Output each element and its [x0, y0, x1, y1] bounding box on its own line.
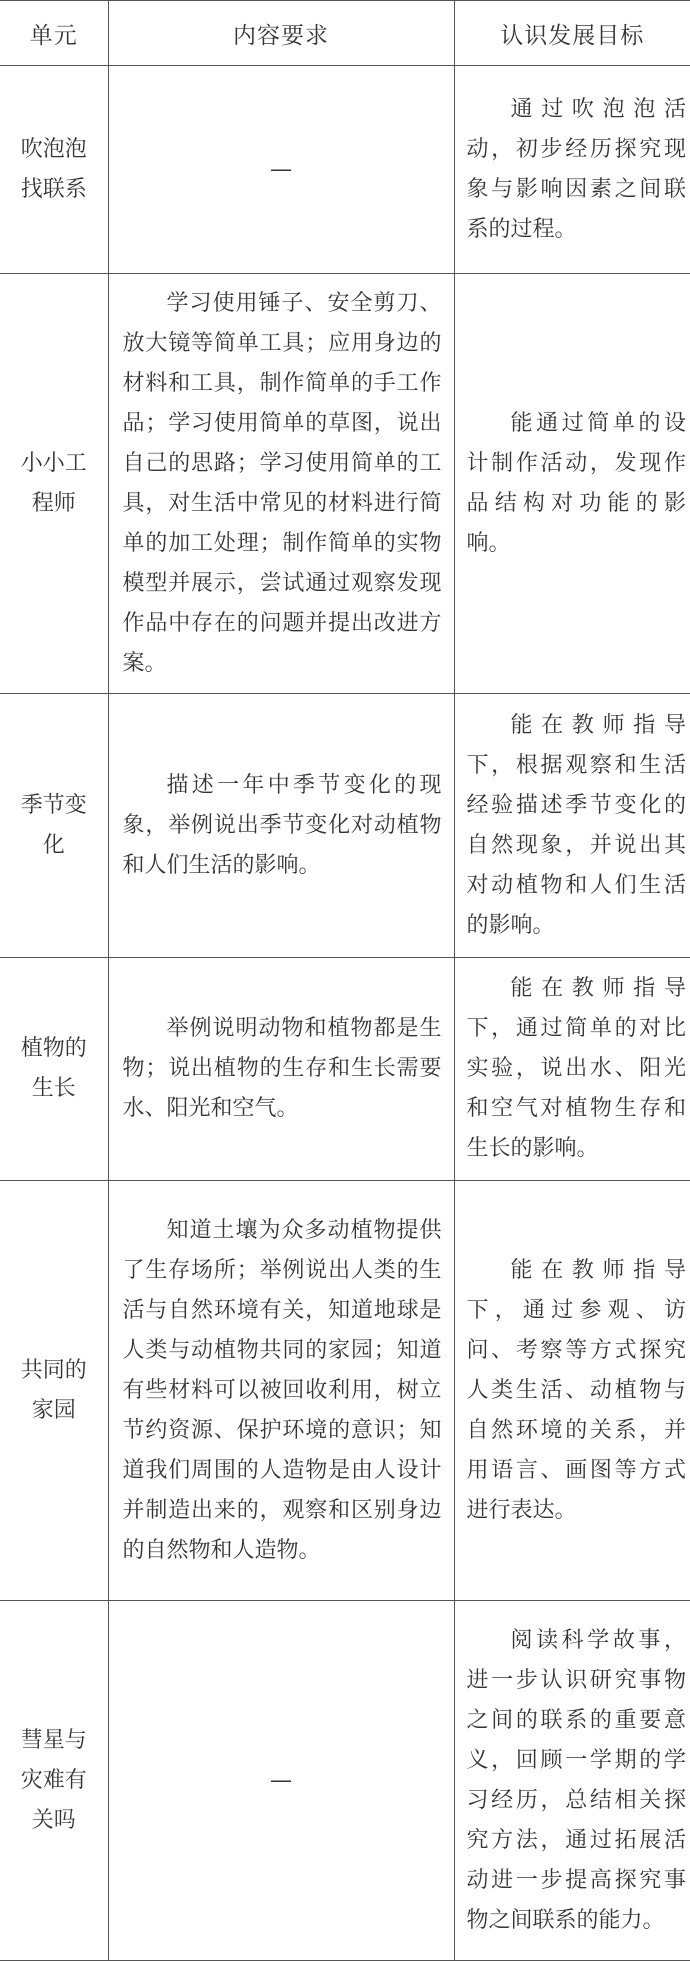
table-row: [0, 958, 690, 1181]
header-content: 内容要求: [108, 1, 454, 66]
goal-cell: [454, 274, 690, 694]
goal-cell: [454, 694, 690, 958]
content-text: 学习使用锤子、安全剪刀、放大镜等简单工具；应用身边的材料和工具，制作简单的手工作品；学习使用简单的草图，说出自己的思路；学习使用简单的工具，对生活中常见的材料进行简单的加工处理；制作简单的实物模型并展示，尝试通过观察发现作品中存在的问题并提出改进方案。: [122, 290, 442, 676]
content-text: 描述一年中季节变化的现象，举例说出季节变化对动植物和人们生活的影响。: [122, 772, 442, 878]
goal-text: 能在教师指导下，通过简单的对比实验，说出水、阳光和空气对植物生存和生长的影响。: [466, 976, 686, 1161]
content-cell: —: [108, 1601, 454, 1961]
goal-text: 能在教师指导下，通过参观、访问、考察等方式探究人类生活、动植物与自然环境的关系，并用语言、画图等方式进行表达。: [466, 1257, 686, 1523]
unit-cell: 小小工程师: [0, 274, 108, 694]
content-cell: [108, 1181, 454, 1601]
unit-cell: 季节变化: [0, 694, 108, 958]
table-row: [0, 694, 690, 958]
table-row: [0, 1601, 690, 1961]
content-cell: [108, 694, 454, 958]
goal-text: 能通过简单的设计制作活动，发现作品结构对功能的影响。: [466, 410, 686, 556]
table-row: [0, 1181, 690, 1601]
goal-cell: [454, 1181, 690, 1601]
goal-cell: [454, 958, 690, 1181]
goal-text: 能在教师指导下，根据观察和生活经验描述季节变化的自然现象，并说出其对动植物和人们生活的影响。: [466, 712, 686, 938]
goal-text: 阅读科学故事，进一步认识研究事物之间的联系的重要意义，回顾一学期的学习经历，总结相关探究方法，通过拓展活动进一步提高探究事物之间联系的能力。: [466, 1627, 686, 1933]
table-row: [0, 274, 690, 694]
content-text: 知道土壤为众多动植物提供了生存场所；举例说出人类的生活与自然环境有关，知道地球是人类与动植物共同的家园；知道有些材料可以被回收利用，树立节约资源、保护环境的意识；知道我们周围的人造物是由人设计并制造出来的，观察和区别身边的自然物和人造物。: [122, 1217, 442, 1563]
unit-cell: 彗星与灾难有关吗: [0, 1601, 108, 1961]
header-goal: 认识发展目标: [454, 1, 690, 66]
unit-cell: 共同的家园: [0, 1181, 108, 1601]
content-cell: [108, 274, 454, 694]
content-cell: —: [108, 66, 454, 274]
content-text: 举例说明动物和植物都是生物；说出植物的生存和生长需要水、阳光和空气。: [122, 1016, 442, 1121]
header-row: [0, 1, 690, 66]
unit-cell: 吹泡泡找联系: [0, 66, 108, 274]
goal-text: 通过吹泡泡活动，初步经历探究现象与影响因素之间联系的过程。: [466, 96, 686, 242]
goal-cell: [454, 1601, 690, 1961]
unit-cell: 植物的生长: [0, 958, 108, 1181]
goal-cell: [454, 66, 690, 274]
content-cell: [108, 958, 454, 1181]
header-unit: 单元: [0, 1, 108, 66]
table-row: [0, 66, 690, 274]
